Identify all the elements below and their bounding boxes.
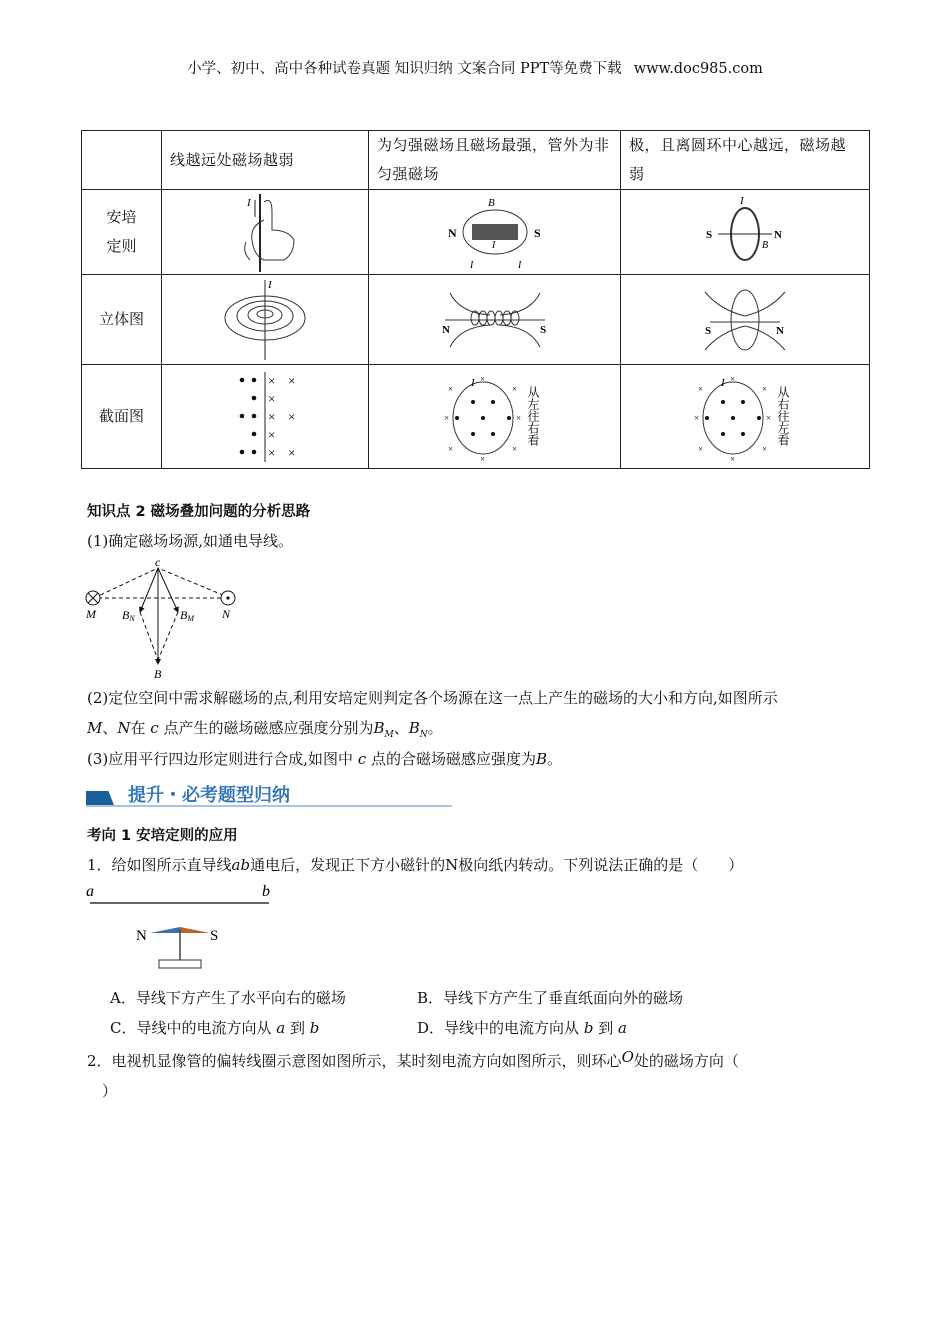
svg-text:N: N (441, 323, 450, 336)
svg-text:×: × (447, 383, 453, 394)
svg-text:×: × (288, 408, 296, 424)
straight-wire-3d-field-figure (215, 278, 315, 362)
straight-wire-cross-section-figure (225, 370, 305, 464)
question-2-close-paren: ） (102, 1082, 118, 1100)
svg-text:×: × (515, 412, 521, 423)
row-label: 安培定则 (82, 190, 162, 275)
ring-right-hand-figure (700, 192, 790, 272)
svg-text:I: I (247, 197, 251, 209)
svg-text:I: I (469, 260, 473, 271)
svg-text:I: I (470, 376, 475, 389)
table-cell: 极，且离圆环中心越远，磁场越弱 (621, 131, 870, 190)
page-header (0, 57, 950, 78)
svg-text:×: × (268, 372, 276, 388)
figure-cell (369, 365, 621, 469)
svg-text:×: × (268, 408, 276, 424)
table-cell: 为匀强磁场且磁场最强，管外为非匀强磁场 (369, 131, 621, 190)
view-direction-label: 从右往左看 (776, 385, 790, 446)
svg-text:BN: BN (122, 608, 135, 623)
svg-text:I: I (491, 240, 495, 251)
svg-text:×: × (698, 443, 704, 454)
table-row (82, 190, 870, 275)
ring-cross-section-figure (695, 372, 795, 462)
svg-text:N: N (447, 226, 457, 240)
svg-text:N: N (136, 928, 147, 944)
option-a[interactable]: A．导线下方产生了水平向右的磁场 (110, 989, 346, 1007)
svg-text:×: × (698, 383, 704, 394)
svg-text:a: a (86, 883, 94, 900)
svg-text:×: × (511, 443, 517, 454)
option-b[interactable]: B．导线下方产生了垂直纸面向外的磁场 (417, 989, 684, 1007)
figure-cell (162, 365, 369, 469)
svg-text:×: × (268, 426, 276, 442)
table-row (82, 131, 870, 190)
step-2-continued: M、N在 c 点产生的磁场磁感应强度分别为$B_M$、$B_N$。 (87, 719, 443, 740)
svg-text:×: × (762, 383, 768, 394)
row-label: 截面图 (82, 365, 162, 469)
question-2: 2．电视机显像管的偏转线圈示意图如图所示，某时刻电流方向如图所示，则环心O处的磁场方向（ (87, 1048, 739, 1070)
step-2: (2)定位空间中需求解磁场的点,利用安培定则判定各个场源在这一点上产生的磁场的大小和方向,如图所示 (87, 689, 778, 707)
svg-text:I: I (740, 195, 744, 207)
figure-cell (369, 190, 621, 275)
table-row (82, 275, 870, 365)
svg-text:×: × (447, 443, 453, 454)
svg-text:×: × (766, 412, 772, 423)
svg-text:×: × (511, 383, 517, 394)
step-1: (1)确定磁场场源,如通电导线。 (87, 532, 294, 550)
direction-heading: 考向 1 安培定则的应用 (87, 828, 238, 844)
svg-text:×: × (479, 453, 485, 464)
svg-text:×: × (479, 373, 485, 384)
svg-text:S: S (539, 323, 546, 336)
option-c[interactable]: C．导线中的电流方向从 a 到 b (110, 1019, 320, 1037)
svg-text:BM: BM (180, 608, 195, 623)
figure-cell (162, 275, 369, 365)
figure-cell (621, 275, 870, 365)
svg-text:M: M (86, 607, 96, 621)
section-banner (86, 781, 452, 807)
svg-text:N: N (774, 229, 782, 241)
solenoid-3d-field-figure (440, 285, 550, 355)
svg-text:×: × (730, 453, 736, 464)
table-row (82, 365, 870, 469)
svg-text:I: I (517, 260, 521, 271)
svg-text:c: c (155, 555, 161, 569)
magnetic-field-table (81, 130, 870, 469)
section-heading: 知识点 2 磁场叠加问题的分析思路 (87, 504, 311, 520)
svg-text:×: × (730, 373, 736, 384)
step-3: (3)应用平行四边形定则进行合成,如图中 c 点的合磁场磁感应强度为B。 (87, 750, 563, 768)
figure-cell (621, 365, 870, 469)
svg-text:×: × (443, 412, 449, 423)
svg-text:N: N (776, 324, 784, 337)
svg-text:×: × (268, 390, 276, 406)
svg-text:B: B (487, 197, 495, 209)
svg-text:×: × (268, 444, 276, 460)
row-label: 立体图 (82, 275, 162, 365)
solenoid-right-hand-figure (440, 192, 550, 272)
banner-title: 提升・必考题型归纳 (128, 785, 290, 806)
svg-text:B: B (154, 667, 162, 681)
straight-wire-right-hand-figure (230, 192, 300, 272)
header-text: 小学、初中、高中各种试卷真题 知识归纳 文案合同 PPT等免费下载 (187, 61, 622, 77)
figure-cell (162, 190, 369, 275)
svg-text:S: S (706, 229, 713, 241)
solenoid-cross-section-figure (445, 372, 545, 462)
question-1: 1．给如图所示直导线ab通电后，发现正下方小磁针的N极向纸内转动。下列说法正确的是（ ） (87, 856, 744, 874)
wire-compass-figure (84, 880, 284, 974)
figure-cell (369, 275, 621, 365)
field-superposition-figure (84, 555, 244, 682)
svg-text:I: I (268, 278, 272, 291)
svg-text:N: N (222, 607, 231, 621)
svg-text:S: S (210, 928, 219, 944)
ring-3d-field-figure (700, 284, 790, 356)
figure-cell (621, 190, 870, 275)
table-cell: 线越远处磁场越弱 (162, 131, 369, 190)
svg-text:I: I (721, 376, 725, 389)
option-d[interactable]: D．导线中的电流方向从 b 到 a (417, 1019, 627, 1037)
svg-text:B: B (762, 240, 769, 251)
header-url: www.doc985.com (633, 61, 763, 77)
svg-text:×: × (288, 372, 296, 388)
svg-text:×: × (694, 412, 700, 423)
svg-text:S: S (533, 226, 541, 240)
svg-text:b: b (262, 883, 270, 900)
svg-text:×: × (288, 444, 296, 460)
svg-text:×: × (762, 443, 768, 454)
table-cell (82, 131, 162, 190)
svg-text:S: S (705, 324, 712, 337)
view-direction-label: 从左往右看 (525, 385, 540, 446)
